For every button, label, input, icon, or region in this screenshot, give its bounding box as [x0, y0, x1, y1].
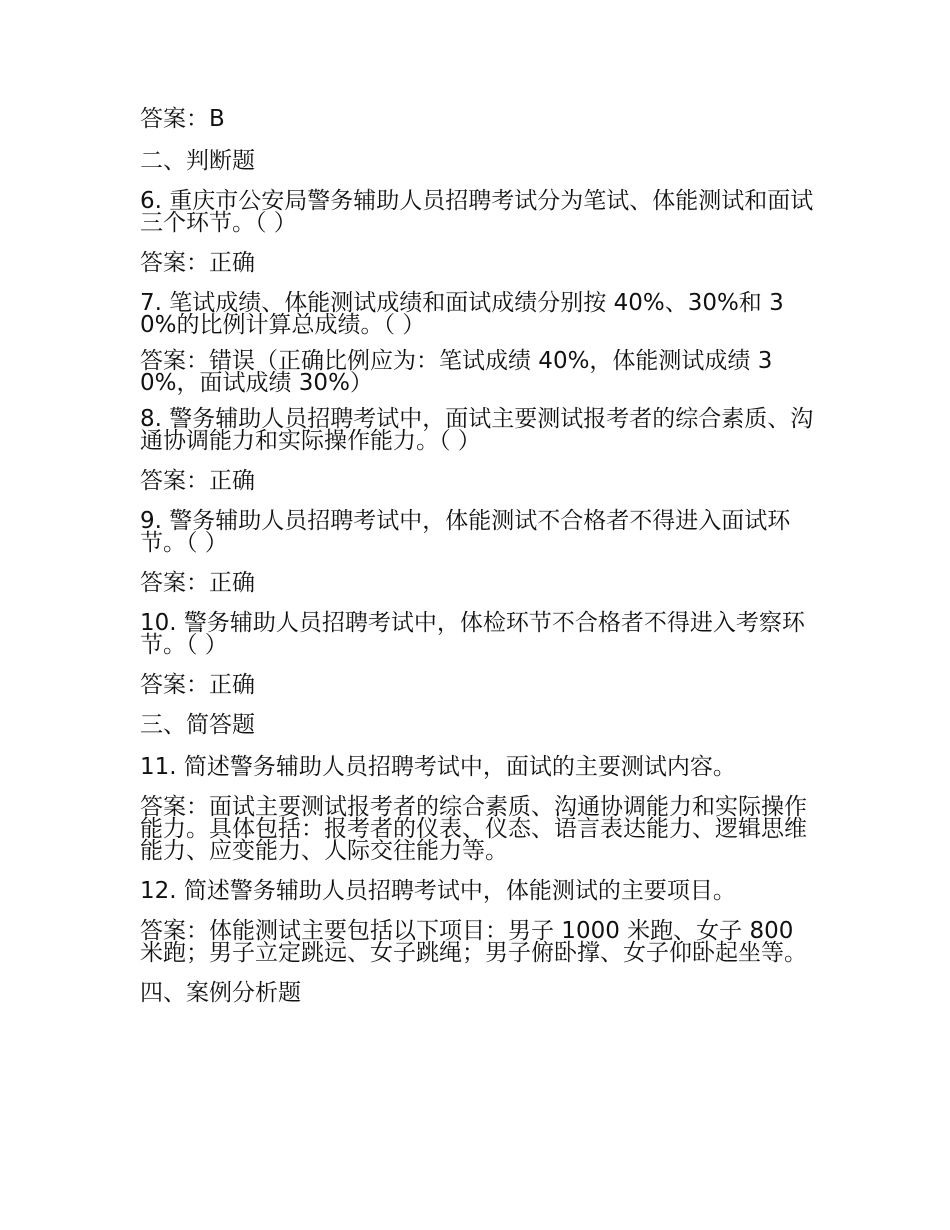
answer-12: 答案：体能测试主要包括以下项目：男子 1000 米跑、女子 800 米跑；男子立定跳远、女子跳绳；男子俯卧撑、女子仰卧起坐等。 — [140, 918, 807, 966]
question-9: 9. 警务辅助人员招聘考试中，体能测试不合格者不得进入面试环节。（ ） — [140, 508, 791, 556]
section-heading-short-answer: 三、简答题 — [140, 712, 255, 738]
answer-b: 答案：B — [140, 106, 225, 132]
answer-8: 答案：正确 — [140, 468, 255, 494]
question-10: 10. 警务辅助人员招聘考试中，体检环节不合格者不得进入考察环节。（ ） — [140, 610, 805, 658]
answer-6: 答案：正确 — [140, 250, 255, 276]
document-page — [140, 104, 820, 1010]
question-6: 6. 重庆市公安局警务辅助人员招聘考试分为笔试、体能测试和面试三个环节。（ ） — [140, 188, 814, 236]
section-heading-case-analysis: 四、案例分析题 — [140, 980, 301, 1006]
section-heading-judgment: 二、判断题 — [140, 148, 255, 174]
answer-11: 答案：面试主要测试报考者的综合素质、沟通协调能力和实际操作能力。具体包括：报考者的仪表、仪态、语言表达能力、逻辑思维能力、应变能力、人际交往能力等。 — [140, 794, 807, 864]
question-8: 8. 警务辅助人员招聘考试中，面试主要测试报考者的综合素质、沟通协调能力和实际操作能力。（ ） — [140, 406, 814, 454]
question-12: 12. 简述警务辅助人员招聘考试中，体能测试的主要项目。 — [140, 878, 736, 904]
question-7: 7. 笔试成绩、体能测试成绩和面试成绩分别按 40%、30%和 30%的比例计算总成绩。（ ） — [140, 290, 784, 338]
question-11: 11. 简述警务辅助人员招聘考试中，面试的主要测试内容。 — [140, 754, 736, 780]
answer-9: 答案：正确 — [140, 570, 255, 596]
answer-10: 答案：正确 — [140, 672, 255, 698]
answer-7: 答案：错误（正确比例应为：笔试成绩 40%，体能测试成绩 30%，面试成绩 30%） — [140, 348, 773, 396]
